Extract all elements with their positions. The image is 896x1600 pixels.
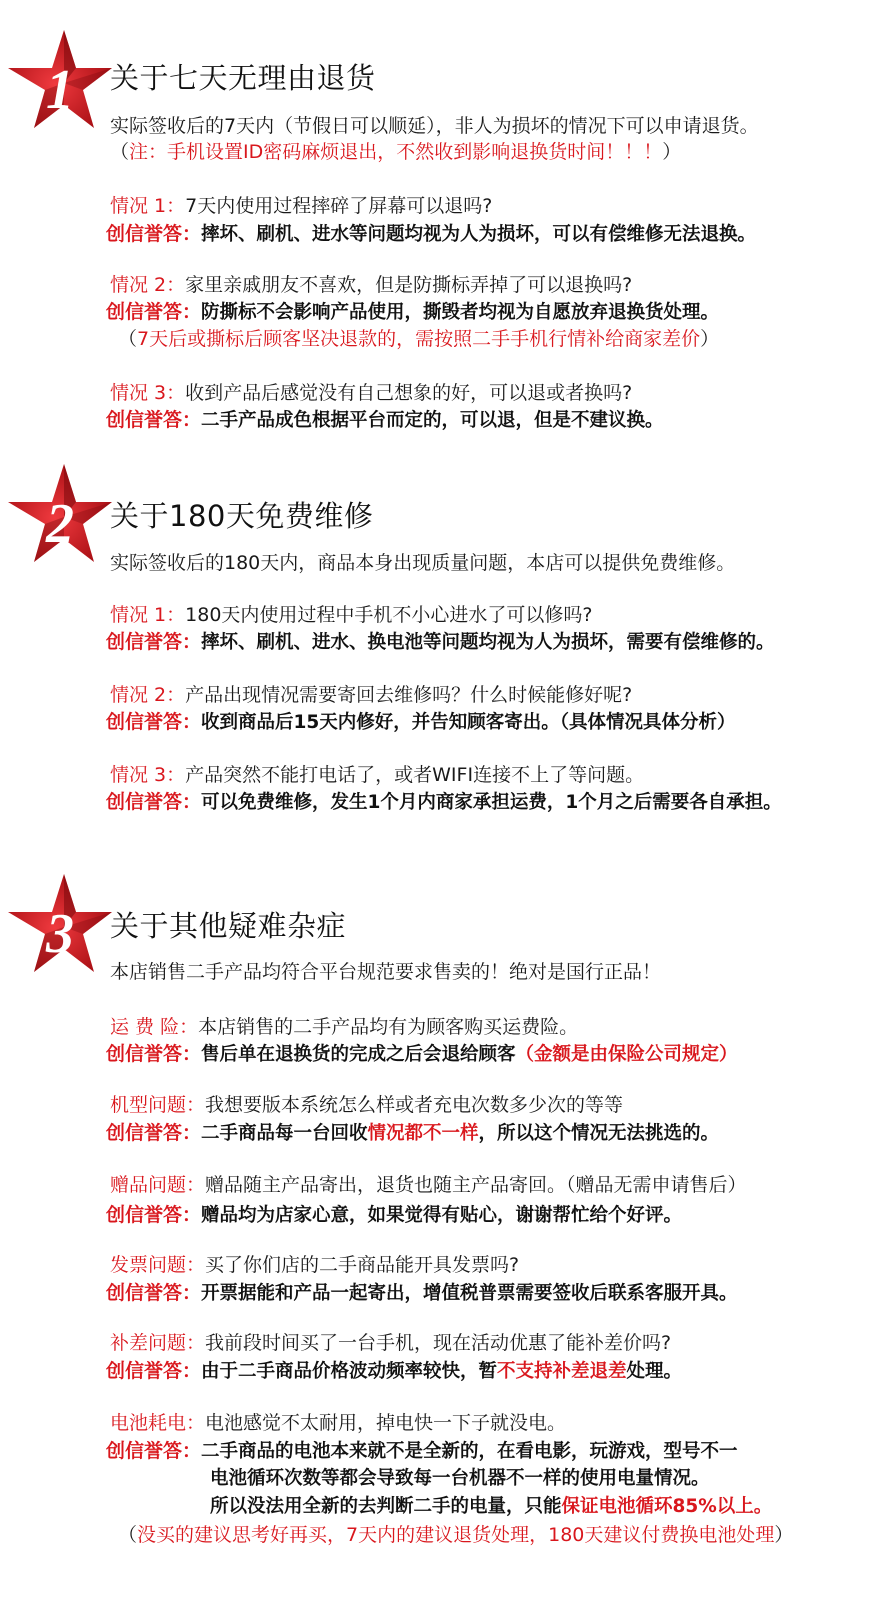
answer-row: 创信誉答：由于二手商品价格波动频率较快，暂不支持补差退差处理。 xyxy=(106,1360,683,1382)
section-intro: 实际签收后的7天内（节假日可以顺延），非人为损坏的情况下可以申请退货。 xyxy=(110,115,759,137)
answer-note: （7天后或撕标后顾客坚决退款的，需按照二手手机行情补给商家差价） xyxy=(118,328,720,350)
section-intro: 实际签收后的180天内，商品本身出现质量问题，本店可以提供免费维修。 xyxy=(110,552,736,574)
question-row: 情况 1：180天内使用过程中手机不小心进水了可以修吗? xyxy=(110,604,593,626)
star-badge-3-icon xyxy=(4,872,114,982)
footer-note: （没买的建议思考好再买，7天内的建议退货处理，180天建议付费换电池处理） xyxy=(118,1524,794,1546)
section-intro: 本店销售二手产品均符合平台规范要求售卖的！绝对是国行正品！ xyxy=(110,961,662,983)
answer-row: 创信誉答：摔坏、刷机、进水、换电池等问题均视为人为损坏，需要有偿维修的。 xyxy=(106,631,775,653)
star-badge-1-icon xyxy=(4,28,114,138)
answer-continuation: 电池循环次数等都会导致每一台机器不一样的使用电量情况。 xyxy=(210,1468,710,1489)
question-row: 情况 3：收到产品后感觉没有自己想象的好，可以退或者换吗? xyxy=(110,382,633,404)
answer-row: 创信誉答：二手产品成色根据平台而定的，可以退，但是不建议换。 xyxy=(106,409,664,431)
section-title: 关于180天免费维修 xyxy=(110,499,374,533)
question-row: 情况 1：7天内使用过程摔碎了屏幕可以退吗? xyxy=(110,195,493,217)
answer-row: 创信誉答：售后单在退换货的完成之后会退给顾客（金额是由保险公司规定） xyxy=(106,1043,738,1065)
section-title: 关于七天无理由退货 xyxy=(110,61,376,95)
question-row: 发票问题：买了你们店的二手商品能开具发票吗? xyxy=(110,1254,520,1276)
answer-row: 创信誉答：摔坏、刷机、进水等问题均视为人为损坏，可以有偿维修无法退换。 xyxy=(106,223,757,245)
section-number: 2 xyxy=(46,493,74,555)
question-row: 情况 2：家里亲戚朋友不喜欢，但是防撕标弄掉了可以退换吗? xyxy=(110,274,633,296)
question-row: 电池耗电：电池感觉不太耐用，掉电快一下子就没电。 xyxy=(110,1412,567,1434)
section-number: 3 xyxy=(46,903,74,965)
question-row: 补差问题：我前段时间买了一台手机，现在活动优惠了能补差价吗? xyxy=(110,1332,672,1354)
section-number: 1 xyxy=(46,59,74,121)
answer-row: 创信誉答：赠品均为店家心意，如果觉得有贴心，谢谢帮忙给个好评。 xyxy=(106,1204,683,1226)
section-title: 关于其他疑难杂症 xyxy=(110,909,347,943)
question-row: 情况 2：产品出现情况需要寄回去维修吗？什么时候能修好呢? xyxy=(110,684,633,706)
question-row: 赠品问题：赠品随主产品寄出，退货也随主产品寄回。（赠品无需申请售后） xyxy=(110,1174,747,1196)
section-note: （注：手机设置ID密码麻烦退出，不然收到影响退换货时间！！！） xyxy=(110,141,682,163)
question-row: 情况 3：产品突然不能打电话了，或者WIFI连接不上了等问题。 xyxy=(110,764,645,786)
question-row: 机型问题：我想要版本系统怎么样或者充电次数多少次的等等 xyxy=(110,1094,624,1116)
star-badge-2-icon xyxy=(4,462,114,572)
question-row: 运 费 险：本店销售的二手产品均有为顾客购买运费险。 xyxy=(110,1016,579,1038)
answer-row: 创信誉答：防撕标不会影响产品使用，撕毁者均视为自愿放弃退换货处理。 xyxy=(106,301,720,323)
answer-row: 创信誉答：二手商品的电池本来就不是全新的，在看电影，玩游戏，型号不一 xyxy=(106,1440,738,1462)
answer-row: 创信誉答：二手商品每一台回收情况都不一样，所以这个情况无法挑选的。 xyxy=(106,1122,720,1144)
answer-continuation: 所以没法用全新的去判断二手的电量，只能保证电池循环85%以上。 xyxy=(210,1496,773,1517)
answer-row: 创信誉答：可以免费维修，发生1个月内商家承担运费，1个月之后需要各自承担。 xyxy=(106,791,782,813)
answer-row: 创信誉答：开票据能和产品一起寄出，增值税普票需要签收后联系客服开具。 xyxy=(106,1282,738,1304)
answer-row: 创信誉答：收到商品后15天内修好，并告知顾客寄出。（具体情况具体分析） xyxy=(106,711,736,733)
